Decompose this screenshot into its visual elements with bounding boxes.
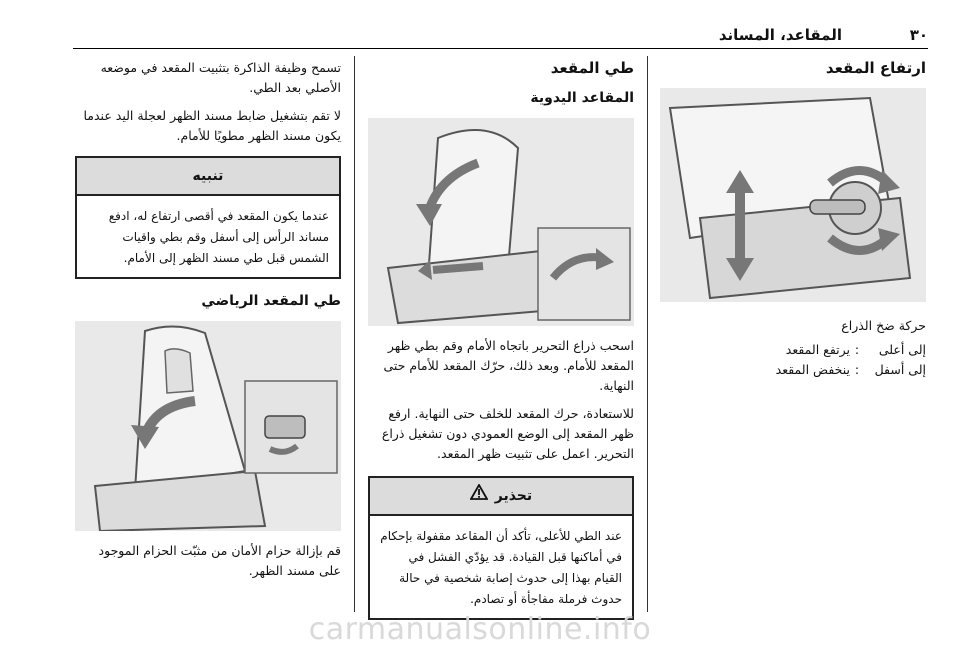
spec-row-up-separator: : [854,342,860,357]
manual-seats-subheading: المقاعد اليدوية [530,90,634,106]
spec-row-down-direction: إلى أسفل [874,362,926,377]
warning-triangle-icon [470,478,488,514]
notice-box [75,156,341,279]
running-title: المقاعد، المساند [718,26,842,44]
notice-text: عندما يكون المقعد في أقصى ارتفاع له، ادفع مساند الرأس إلى أسفل وقم بطي واقيات الشمس قبل طي مسند الظهر إلى الأمام. [108,209,329,265]
right-column [660,58,926,380]
left-column [75,58,341,589]
warning-box-header [370,478,632,516]
page-header [73,26,928,46]
column-divider-right [647,56,648,612]
middle-column [368,58,634,620]
seat-height-heading: ارتفاع المقعد [825,59,926,77]
page-number: ٣٠ [909,26,928,44]
column-divider-left [354,56,355,612]
seat-height-caption: حركة ضخ الذراع [841,318,926,333]
notice-title: تنبيه [77,158,339,196]
header-rule [73,48,928,49]
sport-seat-illustration [75,321,341,531]
sport-seat-heading: طي المقعد الرياضي [201,293,341,309]
restore-seat-instructions: للاستعادة، حرك المقعد للخلف حتى النهاية. ارفع ظهر المقعد إلى الوضع العمودي دون تشغيل ذراع التحرير. اعمل على تثبيت ظهر المقعد. [381,406,634,461]
seat-height-illustration [660,88,926,302]
fold-seat-instructions: اسحب ذراع التحرير باتجاه الأمام وقم بطي ظهر المقعد للأمام. وبعد ذلك، حرّك المقعد للأمام حتى النهاية. [383,338,634,393]
warning-box [368,476,634,620]
watermark: carmanualsonline.info [308,612,652,647]
spec-row-down-separator: : [854,362,860,377]
spec-row-up-effect: يرتفع المقعد [785,342,850,357]
fold-seat-figure [368,118,634,326]
sport-seat-figure [75,321,341,531]
fold-seat-heading: طي المقعد [550,59,634,77]
warning-title: تحذير [494,488,533,504]
warning-text: عند الطي للأعلى، تأكد أن المقاعد مقفولة بإحكام في أماكنها قبل القيادة. قد يؤدّي الفشل في القيام بهذا إلى حدوث إصابة شخصية في حالة حدوث فرملة مفاجأة أو تصادم. [380,529,622,606]
seat-height-figure [660,88,926,302]
spec-row-up [660,340,926,360]
spec-row-up-direction: إلى أعلى [878,342,926,357]
spec-row-down [660,360,926,380]
spec-row-down-effect: ينخفض المقعد [775,362,850,377]
seatbelt-holder-text: قم بإزالة حزام الأمان من مثبّت الحزام الموجود على مسند الظهر. [98,543,341,578]
backrest-adjuster-text: لا تقم بتشغيل ضابط مسند الظهر لعجلة اليد عندما يكون مسند الظهر مطويًا للأمام. [83,108,341,143]
fold-seat-illustration [368,118,634,326]
memory-function-text: تسمح وظيفة الذاكرة بتثبيت المقعد في موضعه الأصلي بعد الطي. [100,60,341,95]
